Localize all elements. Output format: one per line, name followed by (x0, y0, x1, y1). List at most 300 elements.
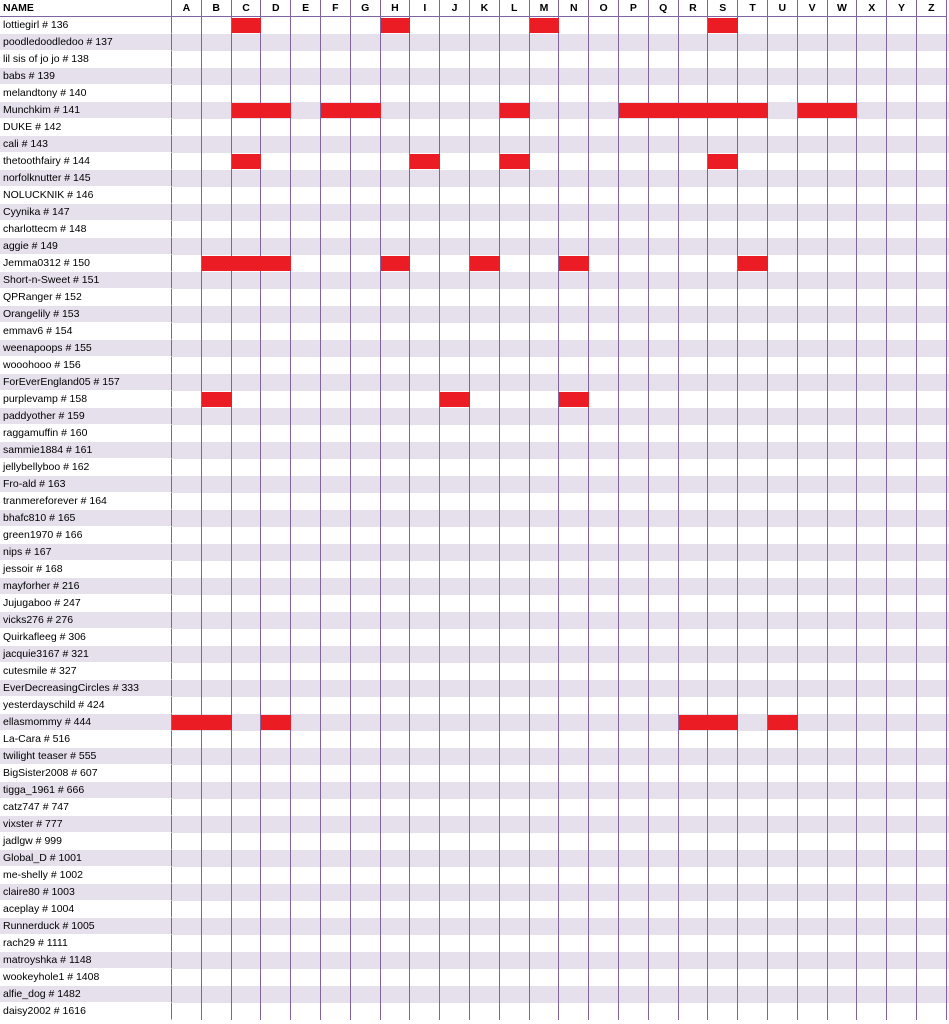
grid-cell-x[interactable] (857, 731, 887, 748)
marked-cell-t[interactable] (738, 102, 768, 119)
grid-cell-x[interactable] (857, 357, 887, 374)
grid-cell-t[interactable] (738, 170, 768, 187)
grid-cell-w[interactable] (828, 204, 858, 221)
grid-cell-l[interactable] (500, 561, 530, 578)
grid-cell-d[interactable] (261, 850, 291, 867)
name-cell[interactable]: EverDecreasingCircles # 333 (0, 680, 172, 697)
grid-cell-h[interactable] (381, 663, 411, 680)
grid-cell-h[interactable] (381, 85, 411, 102)
grid-cell-z[interactable] (917, 578, 947, 595)
grid-cell-k[interactable] (470, 884, 500, 901)
grid-cell-k[interactable] (470, 867, 500, 884)
grid-cell-j[interactable] (440, 340, 470, 357)
grid-cell-u[interactable] (768, 510, 798, 527)
grid-cell-v[interactable] (798, 85, 828, 102)
grid-cell-i[interactable] (410, 527, 440, 544)
grid-cell-u[interactable] (768, 102, 798, 119)
grid-cell-i[interactable] (410, 510, 440, 527)
grid-cell-t[interactable] (738, 493, 768, 510)
marked-cell-n[interactable] (559, 255, 589, 272)
column-header-v[interactable]: V (798, 0, 828, 17)
grid-cell-c[interactable] (232, 34, 262, 51)
grid-cell-f[interactable] (321, 323, 351, 340)
name-cell[interactable]: Orangelily # 153 (0, 306, 172, 323)
grid-cell-f[interactable] (321, 901, 351, 918)
grid-cell-q[interactable] (649, 646, 679, 663)
grid-cell-l[interactable] (500, 748, 530, 765)
grid-cell-x[interactable] (857, 459, 887, 476)
grid-cell-l[interactable] (500, 697, 530, 714)
grid-cell-q[interactable] (649, 153, 679, 170)
grid-cell-u[interactable] (768, 493, 798, 510)
grid-cell-y[interactable] (887, 935, 917, 952)
grid-cell-h[interactable] (381, 850, 411, 867)
name-cell[interactable]: claire80 # 1003 (0, 884, 172, 901)
grid-cell-v[interactable] (798, 697, 828, 714)
grid-cell-w[interactable] (828, 544, 858, 561)
grid-cell-x[interactable] (857, 782, 887, 799)
grid-cell-l[interactable] (500, 952, 530, 969)
grid-cell-d[interactable] (261, 476, 291, 493)
grid-cell-y[interactable] (887, 561, 917, 578)
grid-cell-w[interactable] (828, 646, 858, 663)
grid-cell-h[interactable] (381, 884, 411, 901)
grid-cell-k[interactable] (470, 357, 500, 374)
grid-cell-i[interactable] (410, 459, 440, 476)
grid-cell-t[interactable] (738, 408, 768, 425)
grid-cell-e[interactable] (291, 68, 321, 85)
grid-cell-x[interactable] (857, 476, 887, 493)
grid-cell-c[interactable] (232, 306, 262, 323)
grid-cell-q[interactable] (649, 170, 679, 187)
grid-cell-n[interactable] (559, 799, 589, 816)
grid-cell-n[interactable] (559, 561, 589, 578)
grid-cell-g[interactable] (351, 170, 381, 187)
grid-cell-i[interactable] (410, 408, 440, 425)
grid-cell-y[interactable] (887, 85, 917, 102)
grid-cell-s[interactable] (708, 119, 738, 136)
grid-cell-d[interactable] (261, 782, 291, 799)
grid-cell-p[interactable] (619, 850, 649, 867)
grid-cell-t[interactable] (738, 289, 768, 306)
grid-cell-l[interactable] (500, 1003, 530, 1020)
grid-cell-g[interactable] (351, 493, 381, 510)
grid-cell-j[interactable] (440, 918, 470, 935)
grid-cell-r[interactable] (679, 391, 709, 408)
grid-cell-n[interactable] (559, 833, 589, 850)
grid-cell-j[interactable] (440, 153, 470, 170)
grid-cell-f[interactable] (321, 799, 351, 816)
grid-cell-c[interactable] (232, 204, 262, 221)
grid-cell-g[interactable] (351, 204, 381, 221)
grid-cell-i[interactable] (410, 697, 440, 714)
grid-cell-s[interactable] (708, 969, 738, 986)
grid-cell-u[interactable] (768, 170, 798, 187)
grid-cell-x[interactable] (857, 986, 887, 1003)
grid-cell-q[interactable] (649, 952, 679, 969)
grid-cell-m[interactable] (530, 153, 560, 170)
grid-cell-e[interactable] (291, 544, 321, 561)
grid-cell-q[interactable] (649, 374, 679, 391)
grid-cell-k[interactable] (470, 476, 500, 493)
grid-cell-h[interactable] (381, 323, 411, 340)
grid-cell-d[interactable] (261, 51, 291, 68)
grid-cell-z[interactable] (917, 459, 947, 476)
grid-cell-t[interactable] (738, 153, 768, 170)
grid-cell-q[interactable] (649, 884, 679, 901)
grid-cell-f[interactable] (321, 952, 351, 969)
grid-cell-z[interactable] (917, 544, 947, 561)
grid-cell-j[interactable] (440, 357, 470, 374)
grid-cell-t[interactable] (738, 714, 768, 731)
grid-cell-h[interactable] (381, 867, 411, 884)
grid-cell-h[interactable] (381, 289, 411, 306)
grid-cell-o[interactable] (589, 340, 619, 357)
column-header-w[interactable]: W (828, 0, 858, 17)
grid-cell-d[interactable] (261, 357, 291, 374)
grid-cell-o[interactable] (589, 901, 619, 918)
grid-cell-v[interactable] (798, 187, 828, 204)
grid-cell-n[interactable] (559, 408, 589, 425)
column-header-h[interactable]: H (381, 0, 411, 17)
grid-cell-h[interactable] (381, 374, 411, 391)
grid-cell-v[interactable] (798, 493, 828, 510)
grid-cell-s[interactable] (708, 255, 738, 272)
grid-cell-v[interactable] (798, 170, 828, 187)
grid-cell-d[interactable] (261, 833, 291, 850)
grid-cell-r[interactable] (679, 952, 709, 969)
grid-cell-x[interactable] (857, 663, 887, 680)
grid-cell-y[interactable] (887, 850, 917, 867)
grid-cell-q[interactable] (649, 340, 679, 357)
grid-cell-u[interactable] (768, 119, 798, 136)
grid-cell-b[interactable] (202, 578, 232, 595)
grid-cell-n[interactable] (559, 272, 589, 289)
grid-cell-e[interactable] (291, 527, 321, 544)
grid-cell-t[interactable] (738, 918, 768, 935)
grid-cell-d[interactable] (261, 408, 291, 425)
grid-cell-x[interactable] (857, 765, 887, 782)
grid-cell-g[interactable] (351, 748, 381, 765)
grid-cell-q[interactable] (649, 595, 679, 612)
grid-cell-v[interactable] (798, 816, 828, 833)
name-cell[interactable]: tranmereforever # 164 (0, 493, 172, 510)
grid-cell-c[interactable] (232, 459, 262, 476)
grid-cell-c[interactable] (232, 799, 262, 816)
grid-cell-d[interactable] (261, 204, 291, 221)
grid-cell-q[interactable] (649, 850, 679, 867)
grid-cell-i[interactable] (410, 323, 440, 340)
grid-cell-q[interactable] (649, 1003, 679, 1020)
grid-cell-n[interactable] (559, 714, 589, 731)
grid-cell-i[interactable] (410, 578, 440, 595)
grid-cell-n[interactable] (559, 85, 589, 102)
grid-cell-v[interactable] (798, 323, 828, 340)
grid-cell-k[interactable] (470, 425, 500, 442)
grid-cell-r[interactable] (679, 306, 709, 323)
grid-cell-d[interactable] (261, 816, 291, 833)
grid-cell-u[interactable] (768, 221, 798, 238)
grid-cell-w[interactable] (828, 714, 858, 731)
grid-cell-m[interactable] (530, 357, 560, 374)
grid-cell-a[interactable] (172, 170, 202, 187)
grid-cell-q[interactable] (649, 969, 679, 986)
grid-cell-a[interactable] (172, 595, 202, 612)
grid-cell-q[interactable] (649, 986, 679, 1003)
grid-cell-v[interactable] (798, 918, 828, 935)
grid-cell-b[interactable] (202, 748, 232, 765)
grid-cell-l[interactable] (500, 799, 530, 816)
grid-cell-z[interactable] (917, 833, 947, 850)
grid-cell-q[interactable] (649, 918, 679, 935)
grid-cell-t[interactable] (738, 595, 768, 612)
grid-cell-x[interactable] (857, 748, 887, 765)
grid-cell-n[interactable] (559, 527, 589, 544)
grid-cell-q[interactable] (649, 476, 679, 493)
grid-cell-l[interactable] (500, 782, 530, 799)
grid-cell-f[interactable] (321, 782, 351, 799)
grid-cell-y[interactable] (887, 391, 917, 408)
grid-cell-p[interactable] (619, 544, 649, 561)
grid-cell-u[interactable] (768, 476, 798, 493)
grid-cell-f[interactable] (321, 544, 351, 561)
grid-cell-j[interactable] (440, 629, 470, 646)
grid-cell-z[interactable] (917, 952, 947, 969)
grid-cell-e[interactable] (291, 119, 321, 136)
grid-cell-j[interactable] (440, 17, 470, 34)
grid-cell-m[interactable] (530, 799, 560, 816)
grid-cell-y[interactable] (887, 765, 917, 782)
grid-cell-j[interactable] (440, 425, 470, 442)
name-cell[interactable]: daisy2002 # 1616 (0, 1003, 172, 1020)
grid-cell-q[interactable] (649, 493, 679, 510)
grid-cell-i[interactable] (410, 272, 440, 289)
grid-cell-b[interactable] (202, 884, 232, 901)
grid-cell-t[interactable] (738, 629, 768, 646)
grid-cell-l[interactable] (500, 629, 530, 646)
grid-cell-t[interactable] (738, 238, 768, 255)
grid-cell-w[interactable] (828, 901, 858, 918)
grid-cell-y[interactable] (887, 221, 917, 238)
grid-cell-m[interactable] (530, 493, 560, 510)
grid-cell-s[interactable] (708, 408, 738, 425)
grid-cell-v[interactable] (798, 935, 828, 952)
name-cell[interactable]: vixster # 777 (0, 816, 172, 833)
grid-cell-x[interactable] (857, 544, 887, 561)
grid-cell-p[interactable] (619, 68, 649, 85)
grid-cell-u[interactable] (768, 391, 798, 408)
grid-cell-j[interactable] (440, 136, 470, 153)
grid-cell-w[interactable] (828, 34, 858, 51)
marked-cell-l[interactable] (500, 102, 530, 119)
grid-cell-s[interactable] (708, 459, 738, 476)
grid-cell-j[interactable] (440, 255, 470, 272)
grid-cell-w[interactable] (828, 17, 858, 34)
grid-cell-l[interactable] (500, 918, 530, 935)
grid-cell-e[interactable] (291, 595, 321, 612)
grid-cell-p[interactable] (619, 408, 649, 425)
grid-cell-h[interactable] (381, 697, 411, 714)
grid-cell-u[interactable] (768, 935, 798, 952)
grid-cell-x[interactable] (857, 272, 887, 289)
grid-cell-p[interactable] (619, 629, 649, 646)
grid-cell-w[interactable] (828, 425, 858, 442)
grid-cell-g[interactable] (351, 935, 381, 952)
grid-cell-i[interactable] (410, 221, 440, 238)
grid-cell-e[interactable] (291, 442, 321, 459)
grid-cell-g[interactable] (351, 663, 381, 680)
grid-cell-u[interactable] (768, 1003, 798, 1020)
marked-cell-r[interactable] (679, 714, 709, 731)
name-cell[interactable]: La-Cara # 516 (0, 731, 172, 748)
name-cell[interactable]: weenapoops # 155 (0, 340, 172, 357)
grid-cell-u[interactable] (768, 17, 798, 34)
grid-cell-x[interactable] (857, 816, 887, 833)
grid-cell-x[interactable] (857, 289, 887, 306)
grid-cell-d[interactable] (261, 425, 291, 442)
grid-cell-b[interactable] (202, 187, 232, 204)
name-cell[interactable]: BigSister2008 # 607 (0, 765, 172, 782)
grid-cell-o[interactable] (589, 357, 619, 374)
grid-cell-n[interactable] (559, 136, 589, 153)
grid-cell-b[interactable] (202, 68, 232, 85)
grid-cell-f[interactable] (321, 119, 351, 136)
column-header-a[interactable]: A (172, 0, 202, 17)
grid-cell-z[interactable] (917, 102, 947, 119)
grid-cell-a[interactable] (172, 544, 202, 561)
grid-cell-a[interactable] (172, 374, 202, 391)
grid-cell-d[interactable] (261, 680, 291, 697)
grid-cell-b[interactable] (202, 646, 232, 663)
grid-cell-m[interactable] (530, 85, 560, 102)
grid-cell-i[interactable] (410, 748, 440, 765)
grid-cell-c[interactable] (232, 595, 262, 612)
grid-cell-a[interactable] (172, 17, 202, 34)
grid-cell-f[interactable] (321, 527, 351, 544)
grid-cell-z[interactable] (917, 748, 947, 765)
grid-cell-c[interactable] (232, 170, 262, 187)
column-header-x[interactable]: X (857, 0, 887, 17)
grid-cell-p[interactable] (619, 357, 649, 374)
grid-cell-l[interactable] (500, 714, 530, 731)
grid-cell-a[interactable] (172, 816, 202, 833)
grid-cell-o[interactable] (589, 697, 619, 714)
grid-cell-m[interactable] (530, 731, 560, 748)
grid-cell-m[interactable] (530, 561, 560, 578)
grid-cell-a[interactable] (172, 221, 202, 238)
grid-cell-h[interactable] (381, 1003, 411, 1020)
grid-cell-b[interactable] (202, 901, 232, 918)
grid-cell-n[interactable] (559, 51, 589, 68)
grid-cell-u[interactable] (768, 901, 798, 918)
grid-cell-o[interactable] (589, 68, 619, 85)
grid-cell-p[interactable] (619, 119, 649, 136)
grid-cell-j[interactable] (440, 493, 470, 510)
grid-cell-j[interactable] (440, 510, 470, 527)
grid-cell-b[interactable] (202, 867, 232, 884)
grid-cell-k[interactable] (470, 119, 500, 136)
grid-cell-j[interactable] (440, 527, 470, 544)
grid-cell-p[interactable] (619, 918, 649, 935)
grid-cell-o[interactable] (589, 476, 619, 493)
grid-cell-z[interactable] (917, 935, 947, 952)
grid-cell-h[interactable] (381, 816, 411, 833)
grid-cell-u[interactable] (768, 51, 798, 68)
grid-cell-x[interactable] (857, 935, 887, 952)
grid-cell-p[interactable] (619, 816, 649, 833)
grid-cell-p[interactable] (619, 782, 649, 799)
grid-cell-r[interactable] (679, 918, 709, 935)
grid-cell-l[interactable] (500, 595, 530, 612)
grid-cell-v[interactable] (798, 221, 828, 238)
name-cell[interactable]: green1970 # 166 (0, 527, 172, 544)
grid-cell-m[interactable] (530, 425, 560, 442)
grid-cell-v[interactable] (798, 884, 828, 901)
grid-cell-b[interactable] (202, 765, 232, 782)
grid-cell-j[interactable] (440, 884, 470, 901)
grid-cell-d[interactable] (261, 34, 291, 51)
grid-cell-b[interactable] (202, 731, 232, 748)
grid-cell-v[interactable] (798, 255, 828, 272)
grid-cell-e[interactable] (291, 850, 321, 867)
grid-cell-j[interactable] (440, 578, 470, 595)
grid-cell-m[interactable] (530, 102, 560, 119)
grid-cell-d[interactable] (261, 374, 291, 391)
name-cell[interactable]: wookeyhole1 # 1408 (0, 969, 172, 986)
grid-cell-s[interactable] (708, 867, 738, 884)
grid-cell-q[interactable] (649, 867, 679, 884)
grid-cell-u[interactable] (768, 408, 798, 425)
grid-cell-f[interactable] (321, 493, 351, 510)
grid-cell-j[interactable] (440, 697, 470, 714)
grid-cell-b[interactable] (202, 238, 232, 255)
grid-cell-b[interactable] (202, 663, 232, 680)
grid-cell-c[interactable] (232, 442, 262, 459)
grid-cell-y[interactable] (887, 425, 917, 442)
grid-cell-r[interactable] (679, 34, 709, 51)
marked-cell-s[interactable] (708, 714, 738, 731)
grid-cell-j[interactable] (440, 323, 470, 340)
grid-cell-y[interactable] (887, 459, 917, 476)
grid-cell-a[interactable] (172, 952, 202, 969)
grid-cell-c[interactable] (232, 969, 262, 986)
grid-cell-r[interactable] (679, 816, 709, 833)
grid-cell-r[interactable] (679, 255, 709, 272)
grid-cell-v[interactable] (798, 969, 828, 986)
grid-cell-y[interactable] (887, 255, 917, 272)
grid-cell-j[interactable] (440, 119, 470, 136)
grid-cell-i[interactable] (410, 119, 440, 136)
grid-cell-q[interactable] (649, 425, 679, 442)
grid-cell-f[interactable] (321, 51, 351, 68)
grid-cell-s[interactable] (708, 170, 738, 187)
grid-cell-v[interactable] (798, 391, 828, 408)
grid-cell-i[interactable] (410, 442, 440, 459)
grid-cell-k[interactable] (470, 680, 500, 697)
grid-cell-o[interactable] (589, 391, 619, 408)
grid-cell-z[interactable] (917, 646, 947, 663)
grid-cell-w[interactable] (828, 918, 858, 935)
grid-cell-u[interactable] (768, 918, 798, 935)
grid-cell-x[interactable] (857, 136, 887, 153)
grid-cell-m[interactable] (530, 1003, 560, 1020)
grid-cell-g[interactable] (351, 408, 381, 425)
grid-cell-m[interactable] (530, 986, 560, 1003)
grid-cell-q[interactable] (649, 136, 679, 153)
grid-cell-p[interactable] (619, 561, 649, 578)
grid-cell-o[interactable] (589, 867, 619, 884)
grid-cell-o[interactable] (589, 952, 619, 969)
